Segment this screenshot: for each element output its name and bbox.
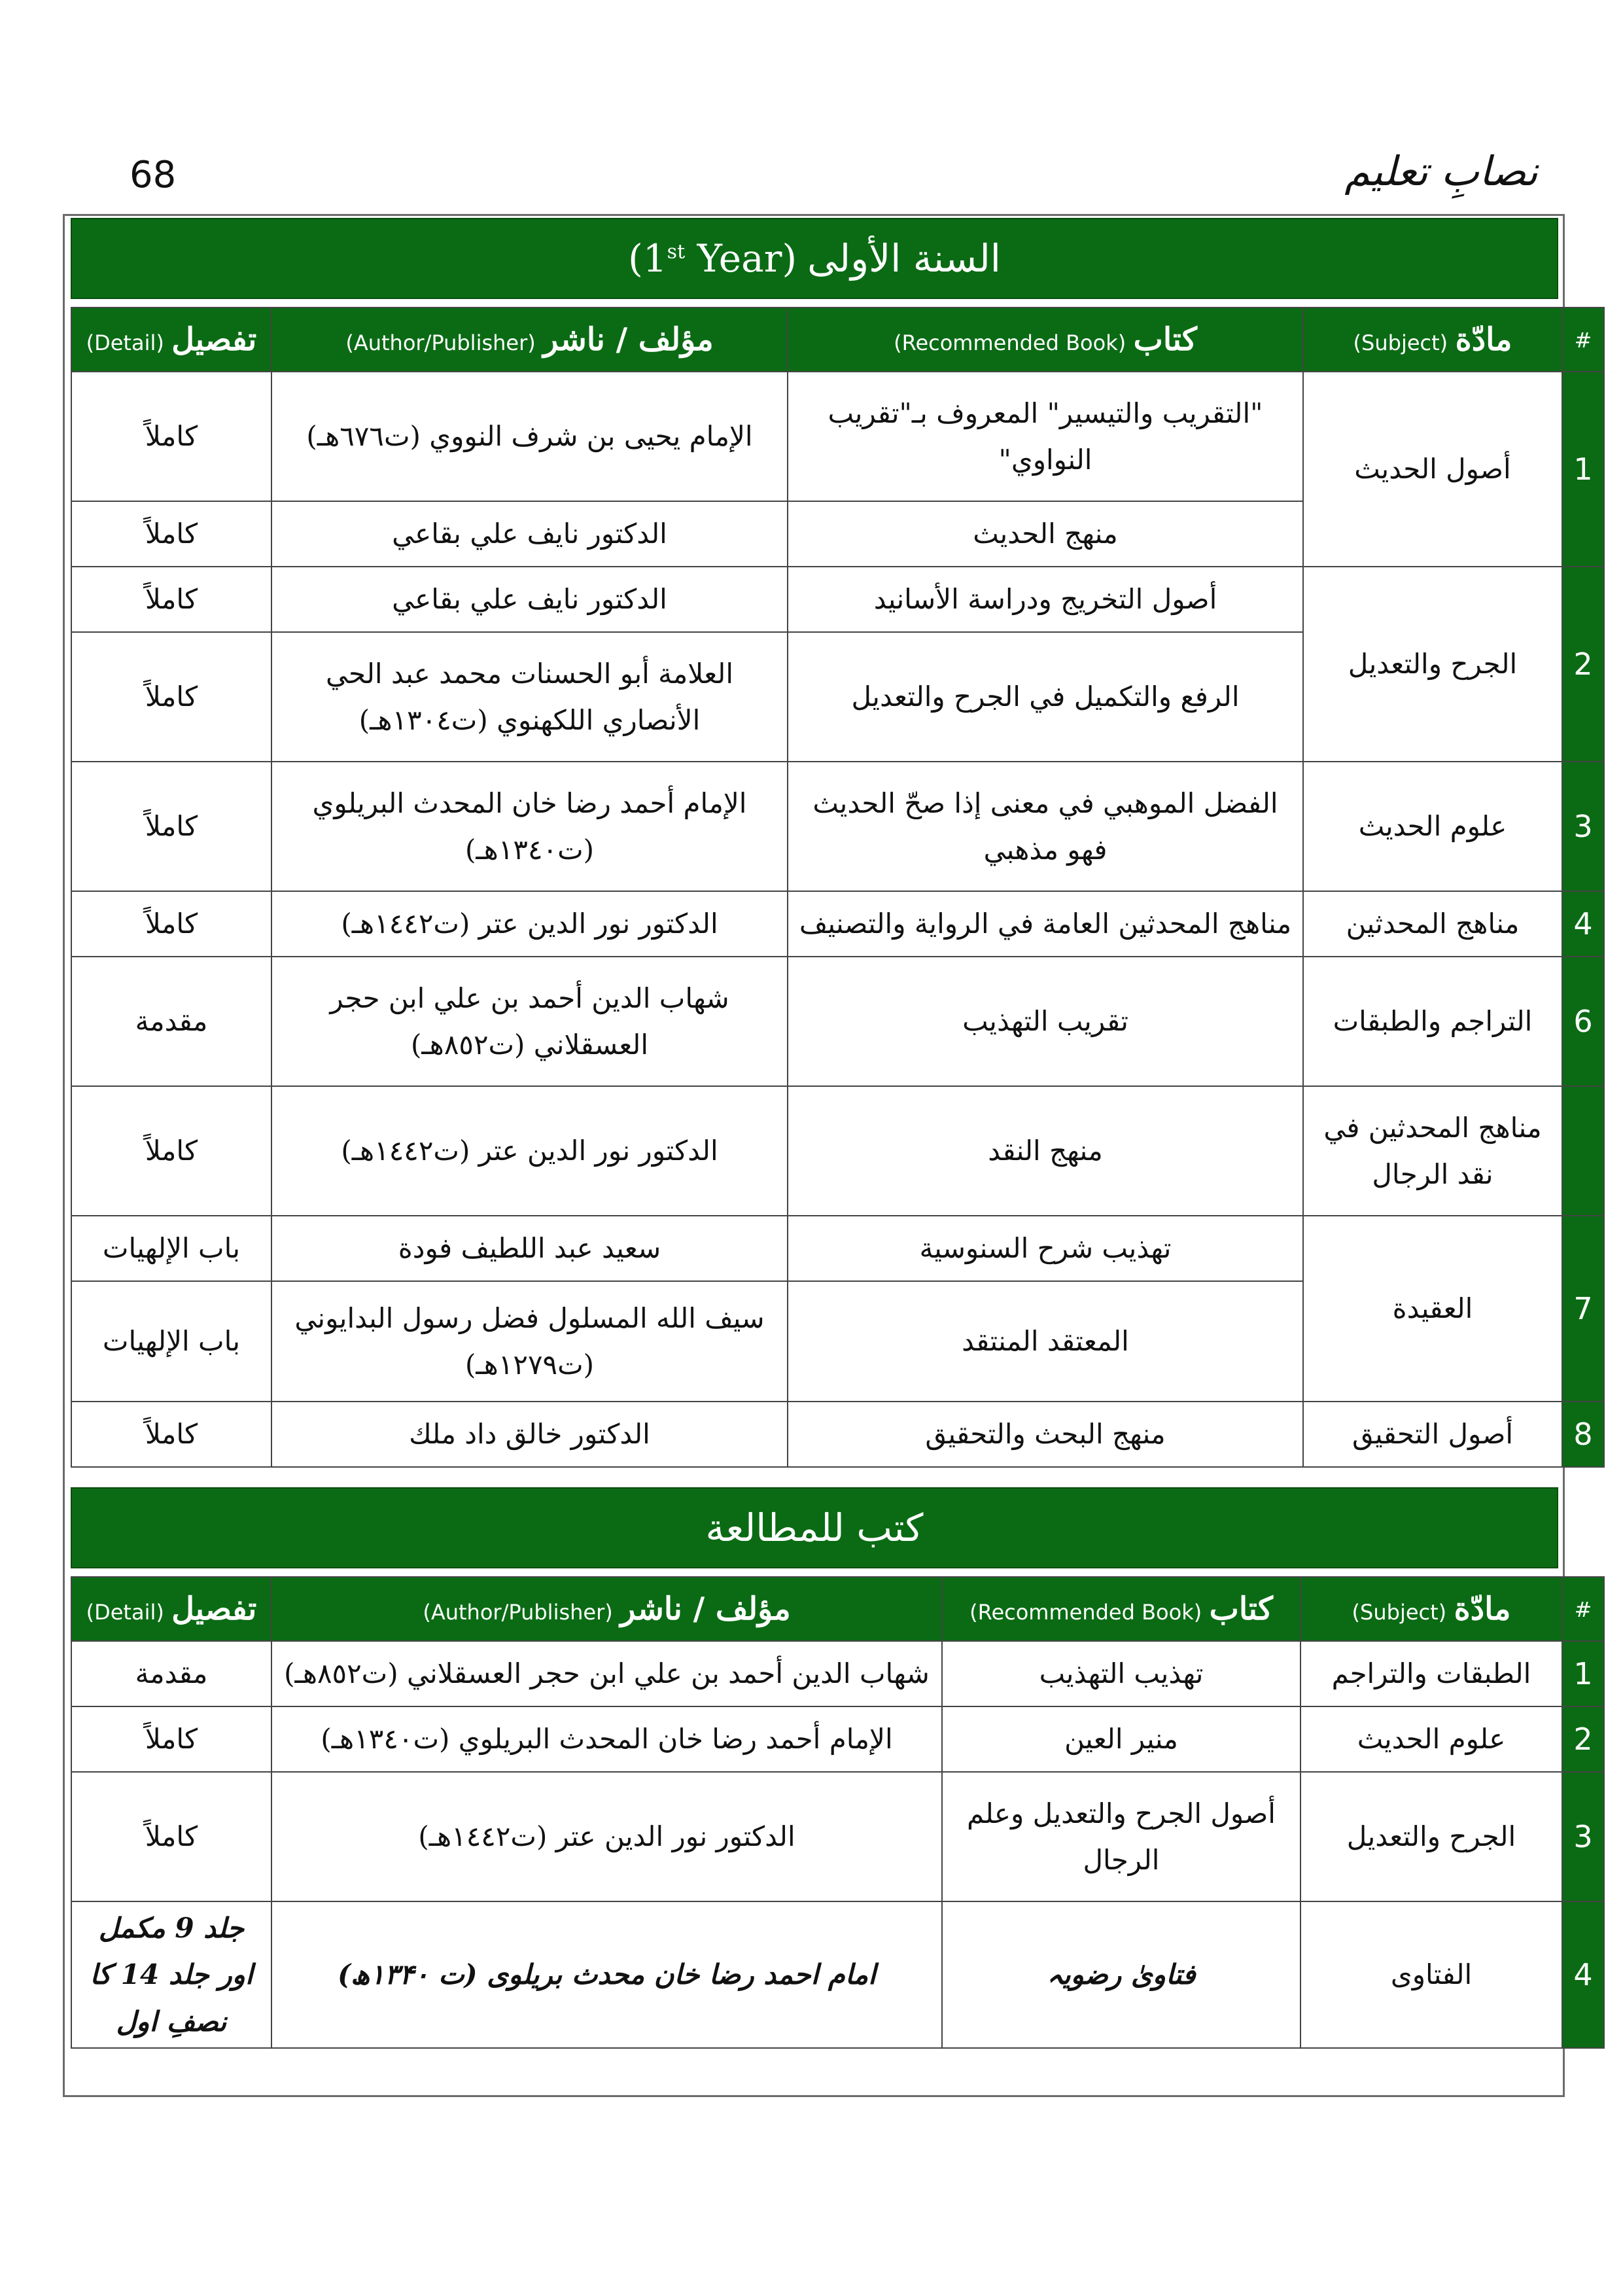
header-num: # — [1562, 308, 1604, 372]
detail-cell: كاملاً — [71, 632, 271, 762]
book-cell: تهذيب شرح السنوسية — [788, 1216, 1303, 1281]
reading-header-row — [71, 1577, 1604, 1641]
subject-cell: علوم الحديث — [1300, 1706, 1562, 1772]
subject-cell: مناهج المحدثين — [1303, 891, 1562, 957]
book-cell: منهج الحديث — [788, 501, 1303, 567]
book-cell: المعتقد المنتقد — [788, 1281, 1303, 1402]
author-cell: امام احمد رضا خان محدث بریلوی (ت ۱۳۴۰ھ) — [271, 1901, 942, 2048]
table-row — [71, 1086, 1604, 1216]
detail-cell: كاملاً — [71, 1706, 271, 1772]
book-cell: منهج البحث والتحقيق — [788, 1402, 1303, 1467]
subject-cell: الجرح والتعديل — [1300, 1772, 1562, 1901]
table-row — [71, 567, 1604, 632]
table-row — [71, 372, 1604, 501]
reading-title: كتب للمطالعة — [705, 1506, 924, 1550]
detail-cell: جلد 9 مکمل اور جلد 14 کا نصفِ اول — [71, 1901, 271, 2048]
detail-cell: كاملاً — [71, 1086, 271, 1216]
table-row — [71, 891, 1604, 957]
first-year-table — [71, 307, 1605, 1468]
subject-cell: علوم الحديث — [1303, 762, 1562, 891]
header-author: مؤلف / ناشر (Author/Publisher) — [271, 308, 788, 372]
reading-title-bar — [71, 1487, 1558, 1568]
row-number: 6 — [1562, 957, 1604, 1086]
detail-cell: مقدمة — [71, 957, 271, 1086]
subject-cell: أصول الحديث — [1303, 372, 1562, 567]
row-number: 4 — [1562, 1901, 1604, 2048]
subject-cell: الطبقات والتراجم — [1300, 1641, 1562, 1706]
book-cell: أصول الجرح والتعديل وعلم الرجال — [942, 1772, 1300, 1901]
author-cell: الدكتور نور الدين عتر (ت١٤٤٢هـ) — [271, 891, 788, 957]
detail-cell: كاملاً — [71, 372, 271, 501]
detail-cell: باب الإلهيات — [71, 1216, 271, 1281]
author-cell: شهاب الدين أحمد بن علي ابن حجر العسقلاني (ت٨٥٢هـ) — [271, 1641, 942, 1706]
row-number: 8 — [1562, 1402, 1604, 1467]
author-cell: الإمام أحمد رضا خان المحدث البريلوي (ت١٣٤٠هـ) — [271, 1706, 942, 1772]
table-row — [71, 1772, 1604, 1901]
header-book: كتاب (Recommended Book) — [788, 308, 1303, 372]
table-row — [71, 957, 1604, 1086]
row-number: 2 — [1562, 567, 1604, 762]
book-cell: مناهج المحدثين العامة في الرواية والتصنيف — [788, 891, 1303, 957]
first-year-title-en: (1st Year) — [628, 236, 797, 281]
author-cell: الدكتور نايف علي بقاعي — [271, 501, 788, 567]
book-cell: الرفع والتكميل في الجرح والتعديل — [788, 632, 1303, 762]
author-cell: الإمام أحمد رضا خان المحدث البريلوي (ت١٣٤٠هـ) — [271, 762, 788, 891]
detail-cell: كاملاً — [71, 501, 271, 567]
detail-cell: كاملاً — [71, 1402, 271, 1467]
book-cell: أصول التخريج ودراسة الأسانيد — [788, 567, 1303, 632]
header-num: # — [1562, 1577, 1604, 1641]
header-book: كتاب (Recommended Book) — [942, 1577, 1300, 1641]
row-number: 1 — [1562, 372, 1604, 567]
subject-cell: العقيدة — [1303, 1216, 1562, 1402]
detail-cell: باب الإلهيات — [71, 1281, 271, 1402]
first-year-title-ar: السنة الأولى — [807, 236, 1001, 281]
row-number: 4 — [1562, 891, 1604, 957]
subject-cell: الجرح والتعديل — [1303, 567, 1562, 762]
author-cell: الدكتور نور الدين عتر (ت١٤٤٢هـ) — [271, 1086, 788, 1216]
author-cell: شهاب الدين أحمد بن علي ابن حجر العسقلاني (ت٨٥٢هـ) — [271, 957, 788, 1086]
subject-cell: أصول التحقيق — [1303, 1402, 1562, 1467]
detail-cell: مقدمة — [71, 1641, 271, 1706]
first-year-header-row — [71, 308, 1604, 372]
first-year-section — [71, 218, 1593, 1468]
table-row — [71, 762, 1604, 891]
reading-section — [71, 1487, 1593, 2049]
book-cell: منير العين — [942, 1706, 1300, 1772]
book-cell: فتاویٰ رضویہ — [942, 1901, 1300, 2048]
detail-cell: كاملاً — [71, 891, 271, 957]
author-cell: العلامة أبو الحسنات محمد عبد الحي الأنصاري اللكهنوي (ت١٣٠٤هـ) — [271, 632, 788, 762]
author-cell: سيف الله المسلول فضل رسول البدايوني (ت١٢٧٩هـ) — [271, 1281, 788, 1402]
table-row — [71, 1641, 1604, 1706]
book-cell: الفضل الموهبي في معنى إذا صحّ الحديث فهو مذهبي — [788, 762, 1303, 891]
detail-cell: كاملاً — [71, 762, 271, 891]
row-number: 1 — [1562, 1641, 1604, 1706]
header-subject: مادّة (Subject) — [1300, 1577, 1562, 1641]
subject-cell: الفتاوى — [1300, 1901, 1562, 2048]
curriculum-title: نصابِ تعلیم — [1344, 147, 1538, 195]
author-cell: الدكتور نايف علي بقاعي — [271, 567, 788, 632]
book-cell: منهج النقد — [788, 1086, 1303, 1216]
row-number: 3 — [1562, 762, 1604, 891]
subject-cell: مناهج المحدثين في نقد الرجال — [1303, 1086, 1562, 1216]
row-number — [1562, 1086, 1604, 1216]
author-cell: الدكتور خالق داد ملك — [271, 1402, 788, 1467]
author-cell: الإمام يحيى بن شرف النووي (ت٦٧٦هـ) — [271, 372, 788, 501]
subject-cell: التراجم والطبقات — [1303, 957, 1562, 1086]
first-year-title-bar — [71, 218, 1558, 299]
detail-cell: كاملاً — [71, 567, 271, 632]
reading-table — [71, 1576, 1605, 2049]
table-row — [71, 1901, 1604, 2048]
header-subject: مادّة (Subject) — [1303, 308, 1562, 372]
author-cell: سعيد عبد اللطيف فودة — [271, 1216, 788, 1281]
row-number: 7 — [1562, 1216, 1604, 1402]
page-header — [0, 147, 1623, 219]
table-row — [71, 1216, 1604, 1281]
header-detail: تفصيل (Detail) — [71, 308, 271, 372]
book-cell: تهذيب التهذيب — [942, 1641, 1300, 1706]
table-row — [71, 1402, 1604, 1467]
row-number: 3 — [1562, 1772, 1604, 1901]
table-row — [71, 1706, 1604, 1772]
book-cell: تقريب التهذيب — [788, 957, 1303, 1086]
detail-cell: كاملاً — [71, 1772, 271, 1901]
row-number: 2 — [1562, 1706, 1604, 1772]
book-cell: "التقريب والتيسير" المعروف بـ"تقريب النواوي" — [788, 372, 1303, 501]
page-number: 68 — [130, 154, 177, 196]
author-cell: الدكتور نور الدين عتر (ت١٤٤٢هـ) — [271, 1772, 942, 1901]
header-detail: تفصيل (Detail) — [71, 1577, 271, 1641]
header-author: مؤلف / ناشر (Author/Publisher) — [271, 1577, 942, 1641]
